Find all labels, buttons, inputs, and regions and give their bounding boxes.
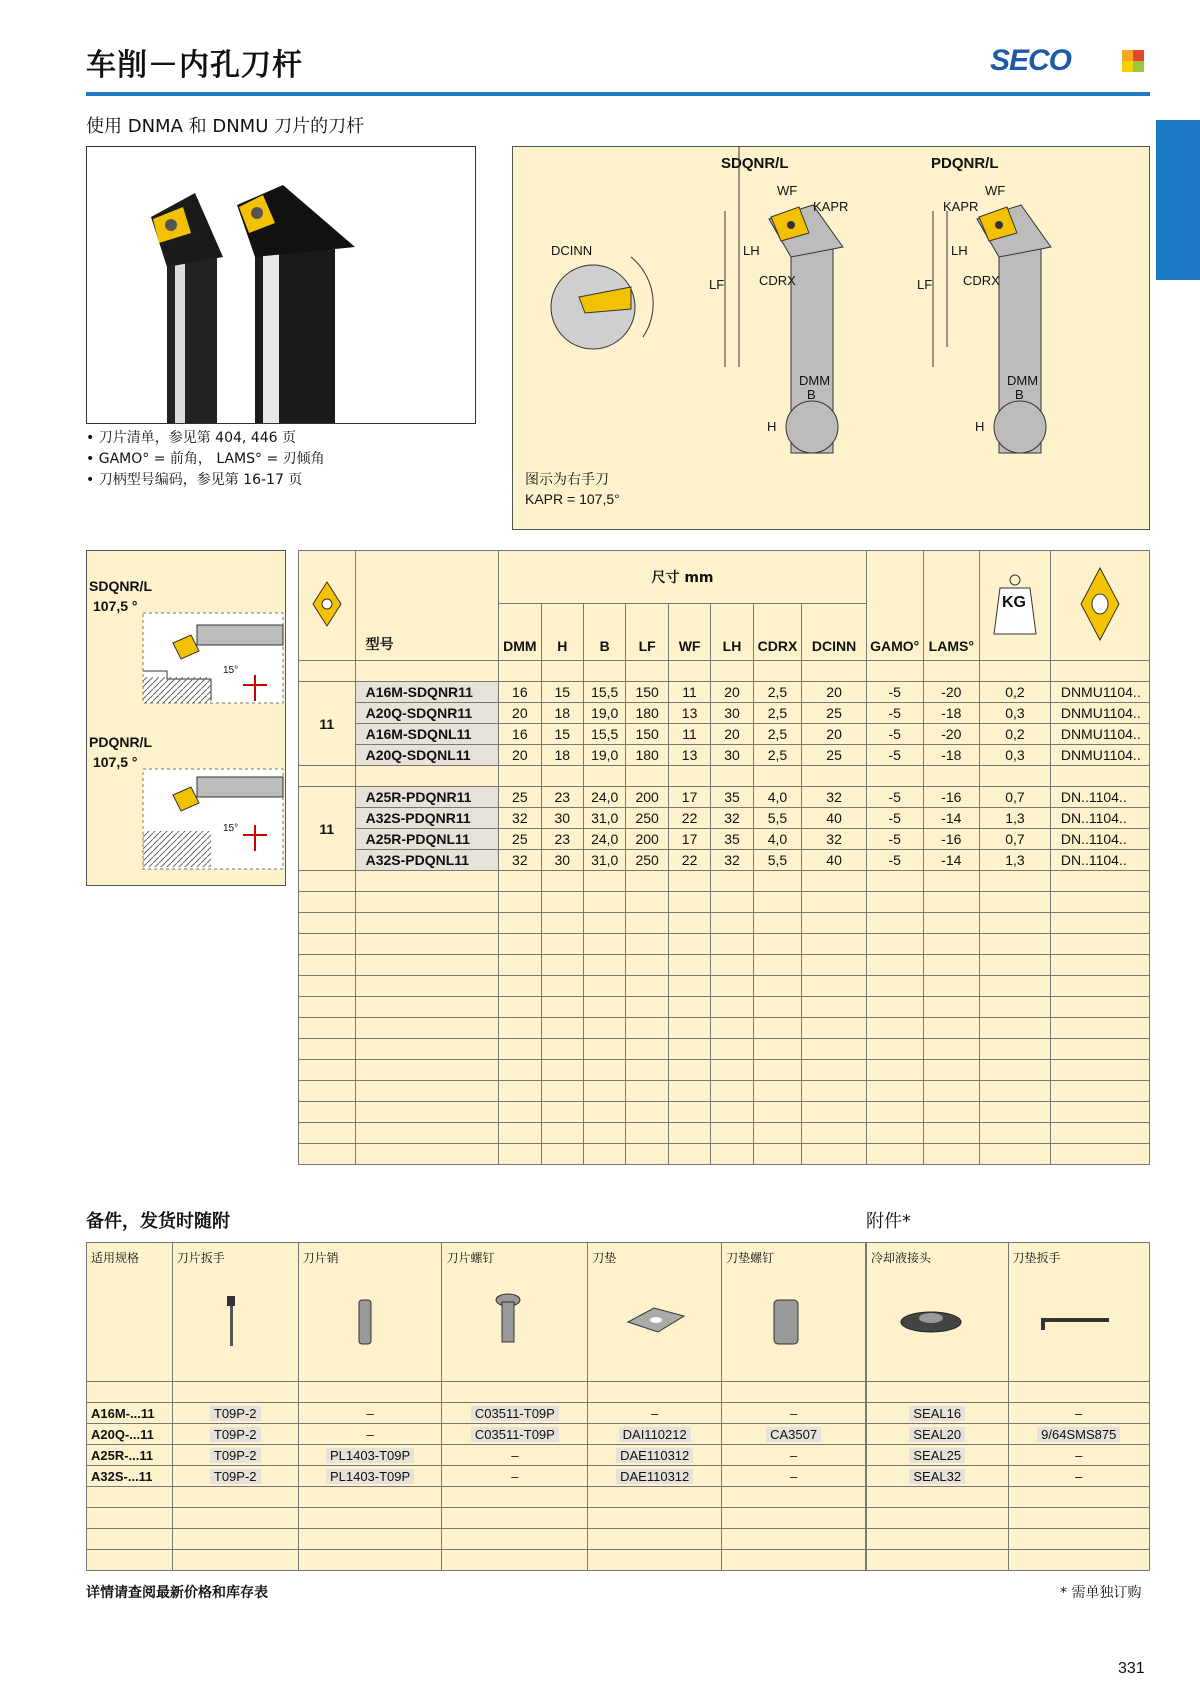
page-number: 331 <box>1118 1660 1145 1677</box>
table-row <box>87 1403 866 1424</box>
part-number: – <box>298 1424 442 1445</box>
seco-logo: SECO <box>990 44 1072 77</box>
cell-value: 20 <box>499 745 541 766</box>
part-number: SEAL25 <box>867 1445 1009 1466</box>
spares-header-screw: 刀片螺钉 <box>442 1243 588 1382</box>
cell-value: 2,5 <box>753 724 802 745</box>
cell-value: -14 <box>923 808 980 829</box>
cell-value: 20 <box>711 682 753 703</box>
insert-pin-icon <box>303 1266 423 1356</box>
col-cdrx: CDRX <box>753 604 802 661</box>
col-dcinn: DCINN <box>802 604 867 661</box>
cell-value: 17 <box>668 787 710 808</box>
insert-type: DNMU1104.. <box>1050 745 1149 766</box>
cell-value: 20 <box>802 682 867 703</box>
cell-value: 25 <box>802 745 867 766</box>
panel-pdqnr-angle: 107,5 ° <box>93 754 138 770</box>
cell-value: 32 <box>499 808 541 829</box>
model-code: A20Q-SDQNL11 <box>355 745 499 766</box>
model-code: A20Q-SDQNR11 <box>355 703 499 724</box>
label-wf: WF <box>985 183 1006 198</box>
part-number: SEAL16 <box>867 1403 1009 1424</box>
hex-key-icon <box>1013 1266 1133 1356</box>
cell-value: 1,3 <box>980 808 1051 829</box>
cell-value: 20 <box>711 724 753 745</box>
panel-sdqnr-name: SDQNR/L <box>89 578 152 594</box>
empty-row <box>299 1018 1150 1039</box>
note-item: • 刀柄型号编码，参见第 16-17 页 <box>86 470 325 491</box>
cell-value: -16 <box>923 829 980 850</box>
cell-value: 30 <box>711 703 753 724</box>
insert-type: DN..1104.. <box>1050 808 1149 829</box>
cell-value: 24,0 <box>583 787 625 808</box>
cell-value: 200 <box>626 787 668 808</box>
part-number: 9/64SMS875 <box>1008 1424 1150 1445</box>
label-wf: WF <box>777 183 798 198</box>
acc-header-shim-key: 刀垫扳手 <box>1008 1243 1150 1382</box>
size-code: A32S-...11 <box>87 1466 173 1487</box>
diagram-caption: 图示为右手刀 <box>525 472 609 488</box>
label-cdrx: CDRX <box>963 273 1000 288</box>
label-dmm: DMM <box>799 373 831 388</box>
empty-row <box>87 1487 866 1508</box>
label-lh: LH <box>743 243 760 258</box>
label-lf: LF <box>709 277 725 292</box>
cell-value: 32 <box>711 850 753 871</box>
cell-value: 200 <box>626 829 668 850</box>
table-row <box>299 724 1150 745</box>
part-number: – <box>1008 1466 1150 1487</box>
col-lf: LF <box>626 604 668 661</box>
product-photo <box>86 146 476 424</box>
notes-list <box>86 428 325 491</box>
empty-row <box>299 766 1150 787</box>
empty-row <box>299 997 1150 1018</box>
cell-value: 22 <box>668 850 710 871</box>
label-dmm: DMM <box>1007 373 1039 388</box>
panel-sdqnr-angle: 107,5 ° <box>93 598 138 614</box>
insert-type: DN..1104.. <box>1050 850 1149 871</box>
part-number: – <box>1008 1403 1150 1424</box>
size-code: A16M-...11 <box>87 1403 173 1424</box>
torx-key-icon <box>177 1266 287 1356</box>
cell-value: 16 <box>499 724 541 745</box>
panel-angle-label: 15° <box>223 823 239 834</box>
table-row <box>87 1445 866 1466</box>
empty-row <box>299 661 1150 682</box>
label-dcinn: DCINN <box>551 243 593 258</box>
cell-value: 0,3 <box>980 745 1051 766</box>
table-row <box>299 703 1150 724</box>
footer-note: 详情请查阅最新价格和库存表 <box>86 1585 268 1601</box>
cell-value: 30 <box>541 808 583 829</box>
part-number: PL1403-T09P <box>298 1445 442 1466</box>
diagram-kapr-value: KAPR = 107,5° <box>525 491 620 507</box>
table-row <box>299 682 1150 703</box>
part-number: – <box>298 1403 442 1424</box>
size-code: A20Q-...11 <box>87 1424 173 1445</box>
cell-value: 180 <box>626 745 668 766</box>
label-kapr: KAPR <box>943 199 979 214</box>
spares-header-shim-screw: 刀垫螺钉 <box>722 1243 866 1382</box>
cell-value: 2,5 <box>753 745 802 766</box>
empty-row <box>299 913 1150 934</box>
label-h: H <box>767 419 777 434</box>
part-number: SEAL32 <box>867 1466 1009 1487</box>
cell-value: 19,0 <box>583 745 625 766</box>
part-number: – <box>722 1403 866 1424</box>
empty-row <box>87 1529 866 1550</box>
cell-value: -5 <box>866 745 923 766</box>
part-number: T09P-2 <box>172 1403 298 1424</box>
insert-icon <box>1075 564 1125 644</box>
cell-value: 40 <box>802 850 867 871</box>
spares-header-shim: 刀垫 <box>588 1243 722 1382</box>
part-number: T09P-2 <box>172 1424 298 1445</box>
cell-value: 150 <box>626 682 668 703</box>
cell-value: 0,7 <box>980 829 1051 850</box>
spares-title: 备件，发货时随附 <box>86 1211 230 1232</box>
col-wf: WF <box>668 604 710 661</box>
cell-value: 0,2 <box>980 724 1051 745</box>
cell-value: 15 <box>541 724 583 745</box>
cell-value: 18 <box>541 745 583 766</box>
col-b: B <box>583 604 625 661</box>
cell-value: 13 <box>668 703 710 724</box>
table-row <box>867 1424 1150 1445</box>
part-number: T09P-2 <box>172 1466 298 1487</box>
part-number: PL1403-T09P <box>298 1466 442 1487</box>
cell-value: -5 <box>866 808 923 829</box>
technical-diagram <box>512 146 1150 530</box>
part-number: – <box>722 1445 866 1466</box>
cell-value: -5 <box>866 787 923 808</box>
cell-value: 23 <box>541 787 583 808</box>
cell-value: 15,5 <box>583 724 625 745</box>
cell-value: 5,5 <box>753 808 802 829</box>
empty-row <box>867 1529 1150 1550</box>
col-gamo: GAMO° <box>866 551 923 661</box>
insert-screw-icon <box>446 1266 566 1356</box>
footnote: * 需单独订购 <box>1060 1585 1142 1601</box>
empty-row <box>299 1144 1150 1165</box>
size-code: A25R-...11 <box>87 1445 173 1466</box>
cell-value: 4,0 <box>753 787 802 808</box>
label-b: B <box>807 387 816 402</box>
insert-shape-header <box>299 551 356 661</box>
cell-value: -5 <box>866 829 923 850</box>
cell-value: 25 <box>499 829 541 850</box>
cell-value: 31,0 <box>583 850 625 871</box>
cell-value: 5,5 <box>753 850 802 871</box>
part-number: DAE110312 <box>588 1445 722 1466</box>
cell-value: 32 <box>499 850 541 871</box>
part-number: T09P-2 <box>172 1445 298 1466</box>
empty-row <box>299 871 1150 892</box>
insert-type: DN..1104.. <box>1050 829 1149 850</box>
shim-icon <box>592 1266 712 1356</box>
cell-value: 17 <box>668 829 710 850</box>
seco-logo-icon <box>1122 50 1144 72</box>
cell-value: 19,0 <box>583 703 625 724</box>
label-lf: LF <box>917 277 933 292</box>
part-number: – <box>1008 1445 1150 1466</box>
table-row <box>867 1403 1150 1424</box>
cell-value: 2,5 <box>753 703 802 724</box>
cell-value: 35 <box>711 829 753 850</box>
cell-value: 18 <box>541 703 583 724</box>
col-h: H <box>541 604 583 661</box>
cell-value: -18 <box>923 703 980 724</box>
diagram-title-sdqnr: SDQNR/L <box>721 155 789 172</box>
cell-value: -5 <box>866 724 923 745</box>
model-code: A16M-SDQNR11 <box>355 682 499 703</box>
part-number: C03511-T09P <box>442 1424 588 1445</box>
label-kapr: KAPR <box>813 199 849 214</box>
diagram-title-pdqnr: PDQNR/L <box>931 155 999 172</box>
cell-value: -5 <box>866 703 923 724</box>
cell-value: -16 <box>923 787 980 808</box>
insert-header <box>1050 551 1149 661</box>
insert-type: DNMU1104.. <box>1050 703 1149 724</box>
empty-row <box>299 1123 1150 1144</box>
model-code: A25R-PDQNL11 <box>355 829 499 850</box>
holder-table <box>298 550 1150 1165</box>
cell-value: -18 <box>923 745 980 766</box>
cell-value: 25 <box>802 703 867 724</box>
cell-value: 4,0 <box>753 829 802 850</box>
dimension-header: 尺寸 mm <box>499 551 867 604</box>
cell-value: 40 <box>802 808 867 829</box>
page-subtitle: 使用 DNMA 和 DNMU 刀片的刀杆 <box>86 116 365 137</box>
empty-row <box>867 1508 1150 1529</box>
label-b: B <box>1015 387 1024 402</box>
empty-row <box>87 1550 866 1571</box>
panel-pdqnr-name: PDQNR/L <box>89 734 152 750</box>
empty-row <box>299 1039 1150 1060</box>
part-number: DAE110312 <box>588 1466 722 1487</box>
holder-type-panel <box>86 550 286 886</box>
cell-value: 1,3 <box>980 850 1051 871</box>
table-row <box>87 1424 866 1445</box>
accessories-table <box>866 1242 1150 1571</box>
coolant-seal-icon <box>871 1266 991 1356</box>
cell-value: 30 <box>541 850 583 871</box>
cell-value: 15,5 <box>583 682 625 703</box>
label-lh: LH <box>951 243 968 258</box>
model-code: A25R-PDQNR11 <box>355 787 499 808</box>
cell-value: -5 <box>866 682 923 703</box>
empty-row <box>87 1508 866 1529</box>
empty-row <box>299 976 1150 997</box>
cell-value: -5 <box>866 850 923 871</box>
shim-screw-icon <box>726 1266 846 1356</box>
insert-type: DNMU1104.. <box>1050 682 1149 703</box>
note-item: • GAMO° = 前角， LAMS° = 刃倾角 <box>86 449 325 470</box>
cell-value: 32 <box>802 787 867 808</box>
cell-value: 35 <box>711 787 753 808</box>
cell-value: 20 <box>802 724 867 745</box>
cell-value: 22 <box>668 808 710 829</box>
model-code: A32S-PDQNL11 <box>355 850 499 871</box>
cell-value: -20 <box>923 682 980 703</box>
part-number: SEAL20 <box>867 1424 1009 1445</box>
empty-row <box>299 1081 1150 1102</box>
part-number: DAI110212 <box>588 1424 722 1445</box>
acc-header-coolant: 冷却液接头 <box>867 1243 1009 1382</box>
cell-value: 16 <box>499 682 541 703</box>
header-rule <box>86 92 1150 96</box>
model-code: A32S-PDQNR11 <box>355 808 499 829</box>
cell-value: 24,0 <box>583 829 625 850</box>
part-number: – <box>442 1466 588 1487</box>
insert-size: 11 <box>299 787 356 871</box>
cell-value: 30 <box>711 745 753 766</box>
cell-value: 150 <box>626 724 668 745</box>
accessories-title: 附件* <box>866 1211 911 1232</box>
cell-value: 23 <box>541 829 583 850</box>
cell-value: 0,7 <box>980 787 1051 808</box>
label-cdrx: CDRX <box>759 273 796 288</box>
note-item: • 刀片清单，参见第 404, 446 页 <box>86 428 325 449</box>
col-lams: LAMS° <box>923 551 980 661</box>
empty-row <box>299 955 1150 976</box>
label-h: H <box>975 419 985 434</box>
empty-row <box>299 934 1150 955</box>
table-row <box>299 745 1150 766</box>
insert-diamond-icon <box>307 574 347 634</box>
weight-header <box>980 551 1051 661</box>
spares-header-size: 适用规格 <box>87 1243 173 1382</box>
cell-value: 250 <box>626 850 668 871</box>
table-row <box>299 850 1150 871</box>
part-number: – <box>722 1466 866 1487</box>
empty-row <box>867 1487 1150 1508</box>
part-number: – <box>588 1403 722 1424</box>
part-number: C03511-T09P <box>442 1403 588 1424</box>
cell-value: 32 <box>711 808 753 829</box>
empty-row <box>299 1102 1150 1123</box>
cell-value: 0,2 <box>980 682 1051 703</box>
cell-value: 13 <box>668 745 710 766</box>
table-row <box>867 1445 1150 1466</box>
model-code: A16M-SDQNL11 <box>355 724 499 745</box>
spares-header-key: 刀片扳手 <box>172 1243 298 1382</box>
table-row <box>299 829 1150 850</box>
table-row <box>87 1466 866 1487</box>
cell-value: 31,0 <box>583 808 625 829</box>
cell-value: 32 <box>802 829 867 850</box>
empty-row <box>87 1382 866 1403</box>
section-tab <box>1156 120 1200 280</box>
cell-value: 25 <box>499 787 541 808</box>
panel-angle-label: 15° <box>223 665 239 676</box>
cell-value: -14 <box>923 850 980 871</box>
empty-row <box>867 1550 1150 1571</box>
table-row <box>867 1466 1150 1487</box>
cell-value: 11 <box>668 682 710 703</box>
cell-value: 2,5 <box>753 682 802 703</box>
part-number: – <box>442 1445 588 1466</box>
spares-table <box>86 1242 866 1571</box>
cell-value: 250 <box>626 808 668 829</box>
empty-row <box>867 1382 1150 1403</box>
model-header: 型号 <box>355 551 499 661</box>
part-number: CA3507 <box>722 1424 866 1445</box>
page-title: 车削－内孔刀杆 <box>86 48 303 83</box>
insert-type: DNMU1104.. <box>1050 724 1149 745</box>
cell-value: 11 <box>668 724 710 745</box>
cell-value: 180 <box>626 703 668 724</box>
cell-value: -20 <box>923 724 980 745</box>
panel-drawings <box>87 551 285 885</box>
col-lh: LH <box>711 604 753 661</box>
cell-value: 20 <box>499 703 541 724</box>
table-row <box>299 808 1150 829</box>
spares-header-pin: 刀片销 <box>298 1243 442 1382</box>
insert-size: 11 <box>299 682 356 766</box>
boring-bar-image <box>87 147 475 423</box>
cell-value: 15 <box>541 682 583 703</box>
col-dmm: DMM <box>499 604 541 661</box>
weight-unit: KG <box>1001 594 1026 611</box>
empty-row <box>299 892 1150 913</box>
insert-type: DN..1104.. <box>1050 787 1149 808</box>
cell-value: 0,3 <box>980 703 1051 724</box>
empty-row <box>299 1060 1150 1081</box>
table-row <box>299 787 1150 808</box>
